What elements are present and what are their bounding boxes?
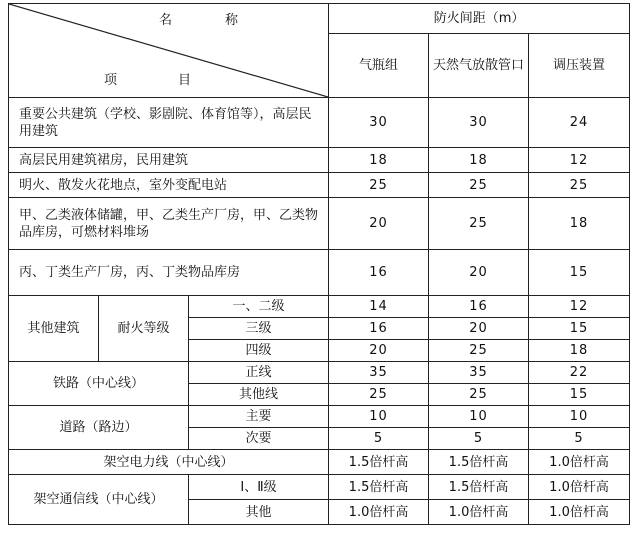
cell-value: 18 — [329, 148, 429, 173]
cell-value: 20 — [429, 250, 529, 296]
row-label: 丙、丁类生产厂房，丙、丁类物品库房 — [9, 250, 329, 296]
cell-value: 25 — [329, 173, 429, 198]
header-fire-spacing: 防火间距（m） — [329, 4, 630, 34]
table-row — [9, 406, 630, 428]
header-row-1 — [9, 4, 630, 34]
row-group-label-other-buildings: 其他建筑 — [9, 296, 99, 362]
cell-value: 35 — [429, 362, 529, 384]
cell-value: 10 — [329, 406, 429, 428]
row-sublabel: 四级 — [189, 340, 329, 362]
cell-value: 1.0倍杆高 — [529, 500, 630, 525]
cell-value: 5 — [529, 428, 630, 450]
cell-value: 1.0倍杆高 — [429, 500, 529, 525]
header-col-pressure-regulator: 调压装置 — [529, 34, 630, 98]
cell-value: 18 — [529, 198, 630, 250]
table-row — [9, 148, 630, 173]
row-sublabel: 次要 — [189, 428, 329, 450]
cell-value: 25 — [429, 173, 529, 198]
cell-value: 16 — [429, 296, 529, 318]
cell-value: 16 — [329, 318, 429, 340]
cell-value: 25 — [329, 384, 429, 406]
header-item-label: 项 目 — [104, 73, 216, 88]
fire-spacing-table — [8, 3, 630, 525]
row-group-label-railway: 铁路（中心线） — [9, 362, 189, 406]
table-row — [9, 450, 630, 475]
cell-value: 35 — [329, 362, 429, 384]
header-col-gas-vent: 天然气放散管口 — [429, 34, 529, 98]
cell-value: 12 — [529, 148, 630, 173]
table-row — [9, 250, 630, 296]
table-row — [9, 173, 630, 198]
row-label: 甲、乙类液体储罐，甲、乙类生产厂房，甲、乙类物品库房，可燃材料堆场 — [9, 198, 329, 250]
table-row — [9, 475, 630, 500]
row-label: 重要公共建筑（学校、影剧院、体育馆等），高层民用建筑 — [9, 98, 329, 148]
cell-value: 12 — [529, 296, 630, 318]
cell-value: 24 — [529, 98, 630, 148]
cell-value: 18 — [429, 148, 529, 173]
cell-value: 16 — [329, 250, 429, 296]
row-label: 明火、散发火花地点，室外变配电站 — [9, 173, 329, 198]
fire-spacing-table-container — [8, 3, 630, 525]
cell-value: 1.0倍杆高 — [329, 500, 429, 525]
cell-value: 25 — [429, 384, 529, 406]
cell-value: 15 — [529, 318, 630, 340]
table-row — [9, 98, 630, 148]
row-subgroup-label-fire-rating: 耐火等级 — [99, 296, 189, 362]
cell-value: 10 — [529, 406, 630, 428]
cell-value: 1.0倍杆高 — [529, 475, 630, 500]
table-row — [9, 198, 630, 250]
cell-value: 15 — [529, 384, 630, 406]
row-sublabel: 其他 — [189, 500, 329, 525]
row-sublabel: 其他线 — [189, 384, 329, 406]
cell-value: 1.5倍杆高 — [429, 450, 529, 475]
cell-value: 30 — [329, 98, 429, 148]
cell-value: 10 — [429, 406, 529, 428]
cell-value: 20 — [329, 340, 429, 362]
row-sublabel: 主要 — [189, 406, 329, 428]
cell-value: 5 — [329, 428, 429, 450]
cell-value: 1.5倍杆高 — [429, 475, 529, 500]
cell-value: 15 — [529, 250, 630, 296]
cell-value: 22 — [529, 362, 630, 384]
table-row — [9, 296, 630, 318]
cell-value: 20 — [329, 198, 429, 250]
row-sublabel: 三级 — [189, 318, 329, 340]
cell-value: 18 — [529, 340, 630, 362]
cell-value: 25 — [429, 340, 529, 362]
cell-value: 5 — [429, 428, 529, 450]
diagonal-header-cell — [9, 4, 329, 98]
cell-value: 30 — [429, 98, 529, 148]
row-sublabel: 正线 — [189, 362, 329, 384]
row-sublabel: Ⅰ、Ⅱ级 — [189, 475, 329, 500]
row-group-label-road: 道路（路边） — [9, 406, 189, 450]
header-name-label: 名 称 — [159, 13, 259, 28]
cell-value: 1.5倍杆高 — [329, 450, 429, 475]
header-col-cylinder-group: 气瓶组 — [329, 34, 429, 98]
cell-value: 25 — [429, 198, 529, 250]
row-sublabel: 一、二级 — [189, 296, 329, 318]
cell-value: 14 — [329, 296, 429, 318]
cell-value: 1.5倍杆高 — [329, 475, 429, 500]
row-group-label-comm-line: 架空通信线（中心线） — [9, 475, 189, 525]
table-row — [9, 362, 630, 384]
row-label: 架空电力线（中心线） — [9, 450, 329, 475]
row-label: 高层民用建筑裙房，民用建筑 — [9, 148, 329, 173]
cell-value: 1.0倍杆高 — [529, 450, 630, 475]
cell-value: 20 — [429, 318, 529, 340]
cell-value: 25 — [529, 173, 630, 198]
